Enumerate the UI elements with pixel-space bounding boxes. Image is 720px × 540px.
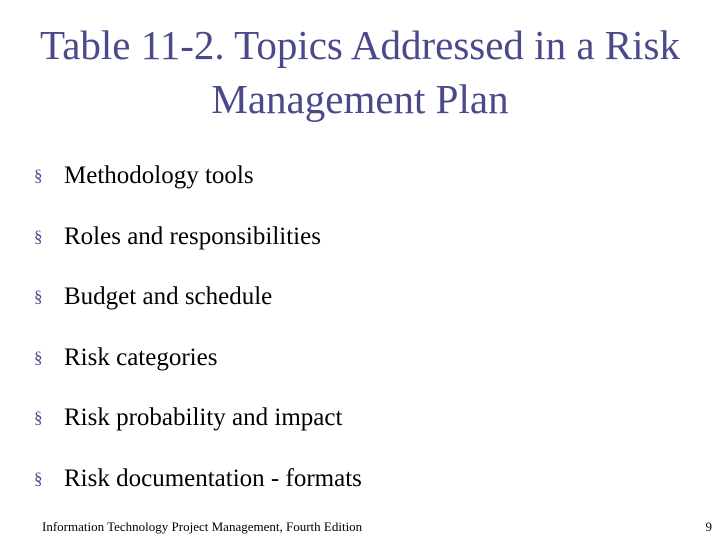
bullet-label: Risk categories <box>64 343 218 371</box>
bullet-item <box>34 146 694 207</box>
bullet-label: Budget and schedule <box>64 283 273 311</box>
bullet-label: Methodology tools <box>64 162 254 190</box>
slide-title: Table 11-2. Topics Addressed in a Risk Management Plan <box>40 22 680 122</box>
bullet-marker-icon: § <box>34 226 43 246</box>
bullet-marker-icon: § <box>34 166 43 186</box>
bullet-list <box>34 146 694 509</box>
bullet-marker-icon: § <box>34 287 43 307</box>
bullet-item <box>34 449 694 510</box>
page-number: 9 <box>705 519 712 534</box>
footer-text: Information Technology Project Management, Fourth Edition <box>42 519 363 534</box>
bullet-label: Risk probability and impact <box>64 404 343 432</box>
bullet-marker-icon: § <box>34 468 43 488</box>
bullet-item <box>34 328 694 389</box>
bullet-item <box>34 267 694 328</box>
bullet-marker-icon: § <box>34 347 43 367</box>
bullet-label: Risk documentation - formats <box>64 464 362 492</box>
bullet-label: Roles and responsibilities <box>64 222 321 250</box>
bullet-marker-icon: § <box>34 408 43 428</box>
bullet-item <box>34 207 694 268</box>
bullet-item <box>34 388 694 449</box>
